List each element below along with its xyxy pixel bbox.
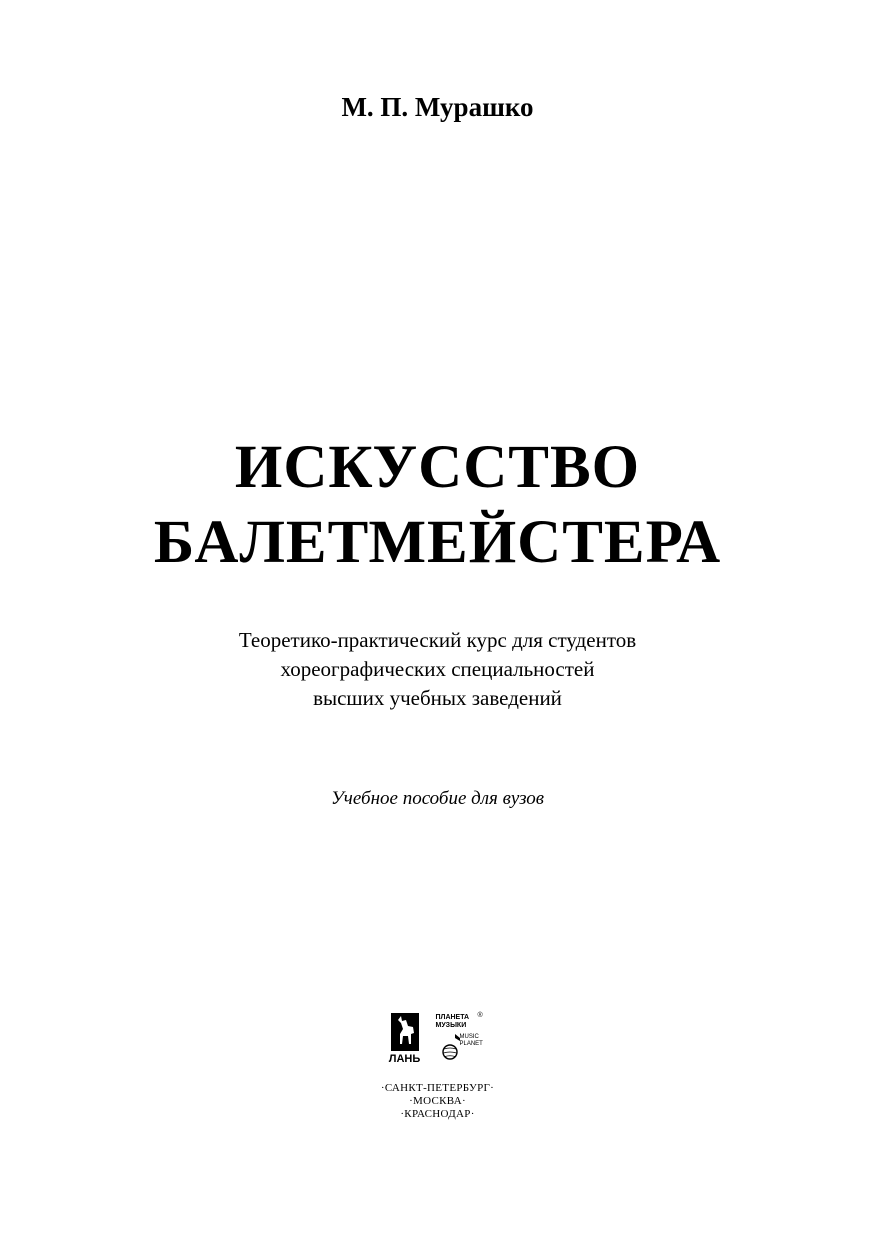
book-subtitle-line-3: высших учебных заведений (313, 686, 562, 710)
city-2: ·МОСКВА· (409, 1095, 466, 1107)
planet-logo-line-2: МУЗЫКИ (435, 1022, 467, 1029)
city-1: ·САНКТ-ПЕТЕРБУРГ· (380, 1082, 495, 1094)
music-note-globe-icon (442, 1032, 462, 1060)
doe-icon (390, 1012, 420, 1052)
planet-logo-text (436, 1014, 470, 1030)
book-title-line-2: БАЛЕТМЕЙСТЕРА (153, 509, 722, 576)
city-3: ·КРАСНОДАР· (400, 1108, 475, 1120)
publisher-logos (382, 1012, 494, 1080)
lan-logo-text: ЛАНЬ (388, 1053, 421, 1065)
planet-music-logo (436, 1012, 494, 1072)
music-planet-line-1: MUSIC (459, 1034, 479, 1040)
book-subtitle-line-1: Теоретико-практический курс для студентов (238, 628, 637, 652)
book-subtitle-line-2: хореографических специальностей (280, 657, 595, 681)
book-subtitle (0, 626, 875, 713)
book-title-line-1: ИСКУССТВО (234, 434, 641, 501)
publisher-cities (0, 1082, 875, 1121)
music-planet-line-2: PLANET (459, 1041, 483, 1047)
book-genre: Учебное пособие для вузов (331, 788, 544, 809)
planet-logo-line-1: ПЛАНЕТА (435, 1014, 470, 1021)
publisher-block (0, 1012, 875, 1121)
author-name: М. П. Мурашко (341, 92, 534, 122)
registered-mark: ® (477, 1012, 483, 1019)
music-planet-text (460, 1034, 483, 1048)
lan-logo (382, 1012, 428, 1065)
book-title (0, 430, 875, 580)
